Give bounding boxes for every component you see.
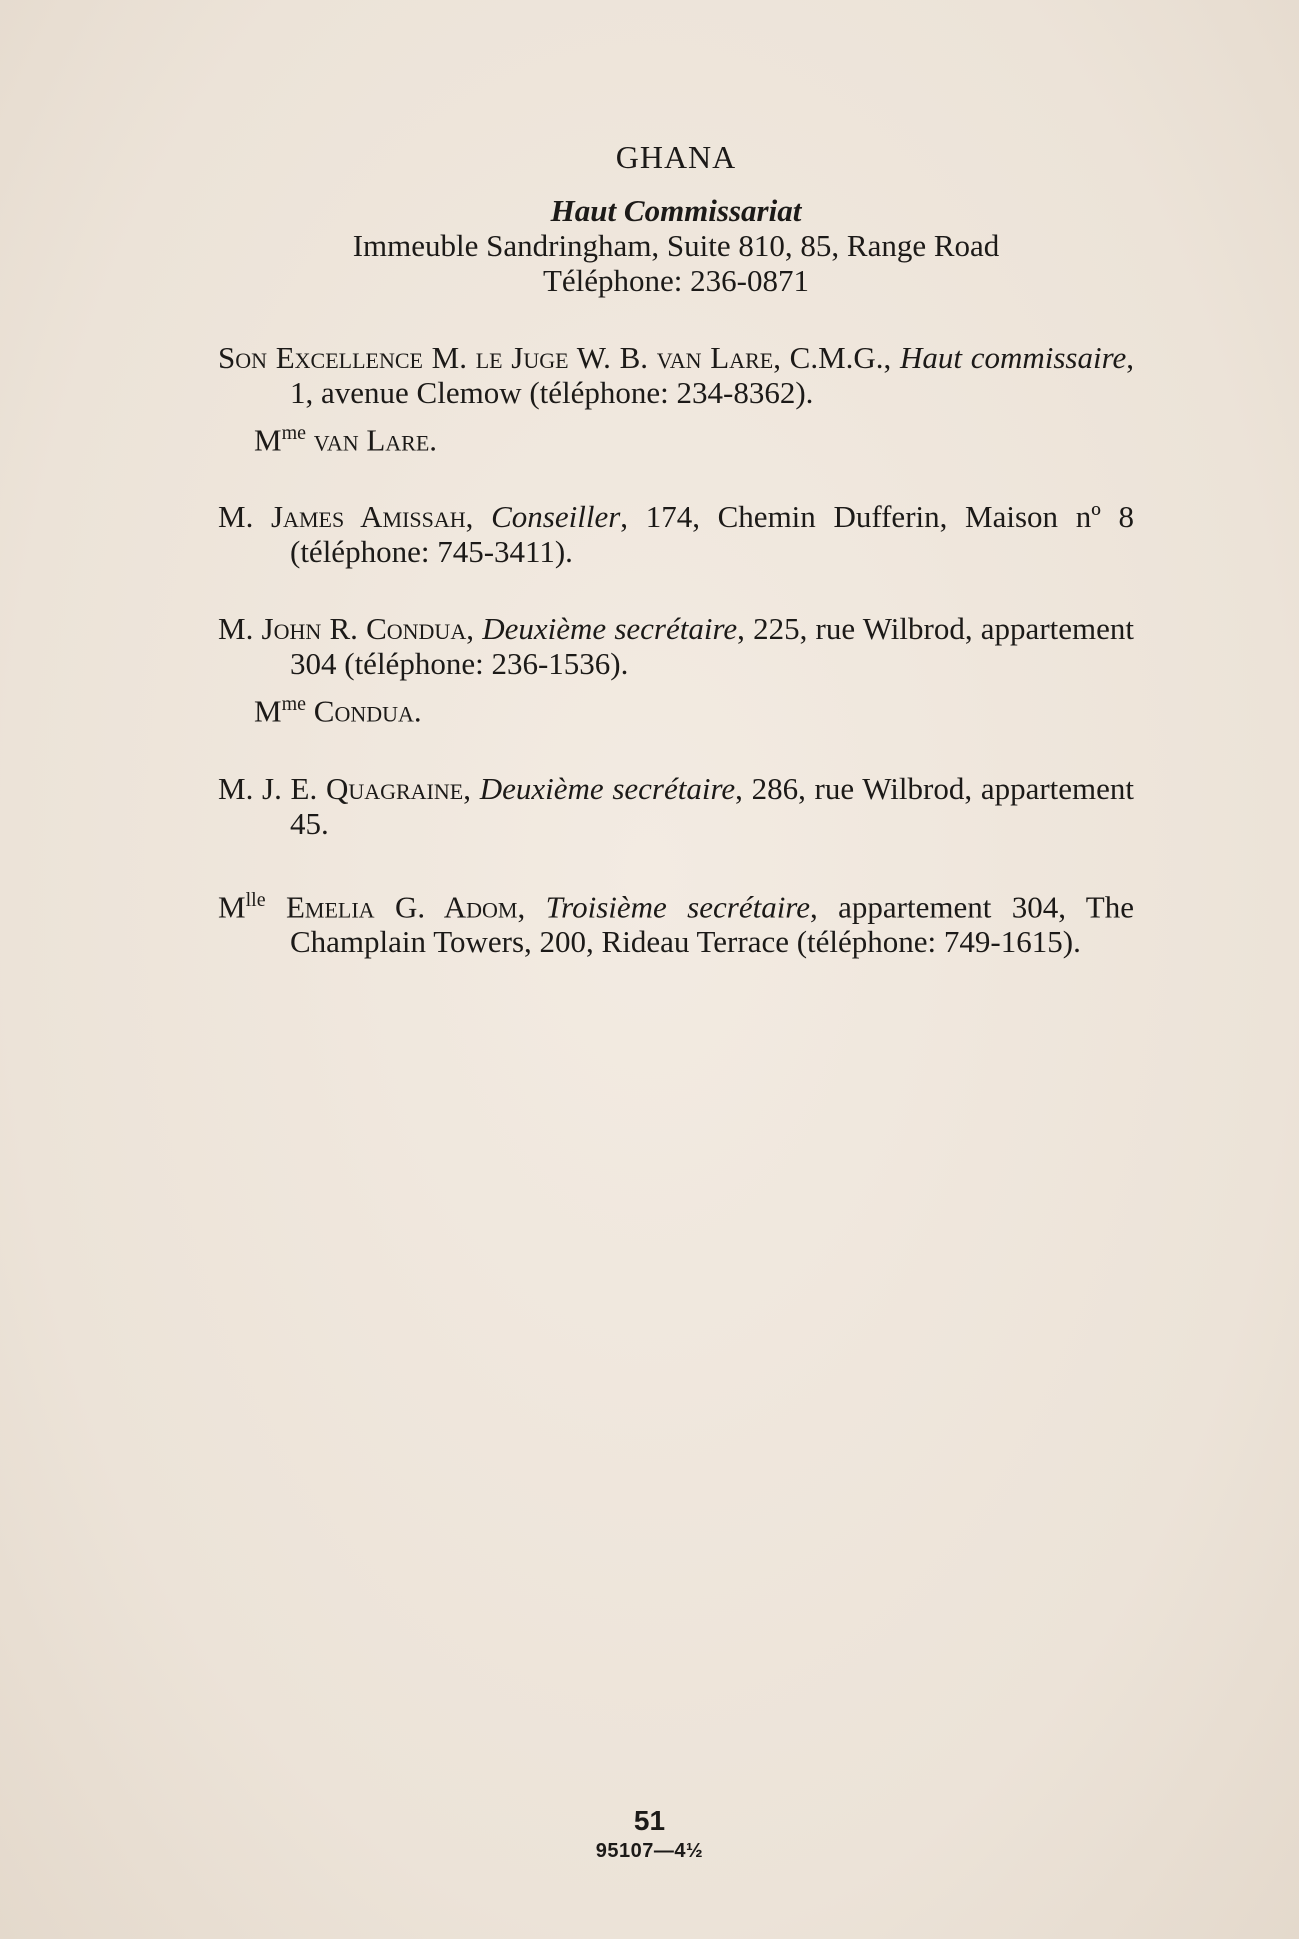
person-name: Emelia G. Adom: [285, 888, 518, 924]
person-punct: ,: [463, 770, 471, 806]
office-name: Haut Commissariat: [550, 193, 802, 228]
person-address: , 1, avenue Clemow (téléphone: 234-8362).: [290, 340, 1135, 410]
entry-text: [218, 771, 1134, 841]
person-address: , 225, rue Wilbrod, appartement 304 (téléphone: 236-1536).: [290, 611, 1134, 682]
entry-text: [218, 499, 1134, 569]
entry-text: [218, 883, 1134, 959]
entry-second-secretary-condua: [218, 611, 1134, 728]
spouse-name: Condua.: [313, 693, 422, 729]
spouse-title-sup: me: [281, 693, 307, 716]
spouse-name: van Lare.: [313, 422, 438, 458]
country-heading: GHANA: [615, 139, 737, 175]
spouse-line: [218, 416, 1134, 457]
person-address: , 286, rue Wilbrod, appartement 45.: [290, 770, 1135, 841]
person-honours: , C.M.G.,: [773, 340, 892, 375]
entry-counsellor: [218, 499, 1134, 569]
person-title: Conseiller: [491, 499, 621, 535]
person-title: Deuxième secrétaire: [479, 770, 736, 806]
office-address: Immeuble Sandringham, Suite 810, 85, Range Road: [352, 228, 1000, 263]
entry-second-secretary-quagraine: [218, 771, 1134, 841]
person-title: Deuxième secrétaire: [482, 611, 738, 647]
person-punct: ,: [466, 611, 474, 647]
spouse-line: [218, 687, 1134, 728]
entry-high-commissioner: [218, 340, 1134, 457]
page-number: 51: [633, 1805, 666, 1836]
entry-text: [218, 611, 1134, 681]
person-prefix-title: M: [218, 888, 246, 924]
person-title: Haut commissaire: [900, 340, 1127, 375]
person-name: M. John R. Condua: [218, 611, 467, 647]
entry-text: [218, 340, 1134, 410]
office-phone: Téléphone: 236-0871: [542, 263, 809, 298]
person-punct: ,: [517, 888, 526, 924]
person-name: M. James Amissah: [218, 499, 466, 535]
entry-third-secretary: [218, 883, 1134, 959]
spouse-title: M: [254, 693, 282, 729]
person-address: , 174, Chemin Dufferin, Maison nº 8 (téléphone: 745-3411).: [290, 499, 1135, 570]
print-code: 95107—4½: [595, 1840, 704, 1862]
person-name: M. J. E. Quagraine: [218, 770, 464, 806]
person-title: Troisième secrétaire: [545, 888, 810, 924]
content: [218, 140, 1134, 959]
person-prefix-title-sup: lle: [245, 888, 266, 911]
person-name: Son Excellence M. le Juge W. B. van Lare: [218, 340, 774, 375]
person-address: , appartement 304, The Champlain Towers, 200, Rideau Terrace (téléphone: 749-1615).: [290, 888, 1134, 959]
spouse-title-sup: me: [281, 422, 307, 444]
person-punct: ,: [465, 499, 474, 535]
spouse-title: M: [254, 422, 282, 458]
